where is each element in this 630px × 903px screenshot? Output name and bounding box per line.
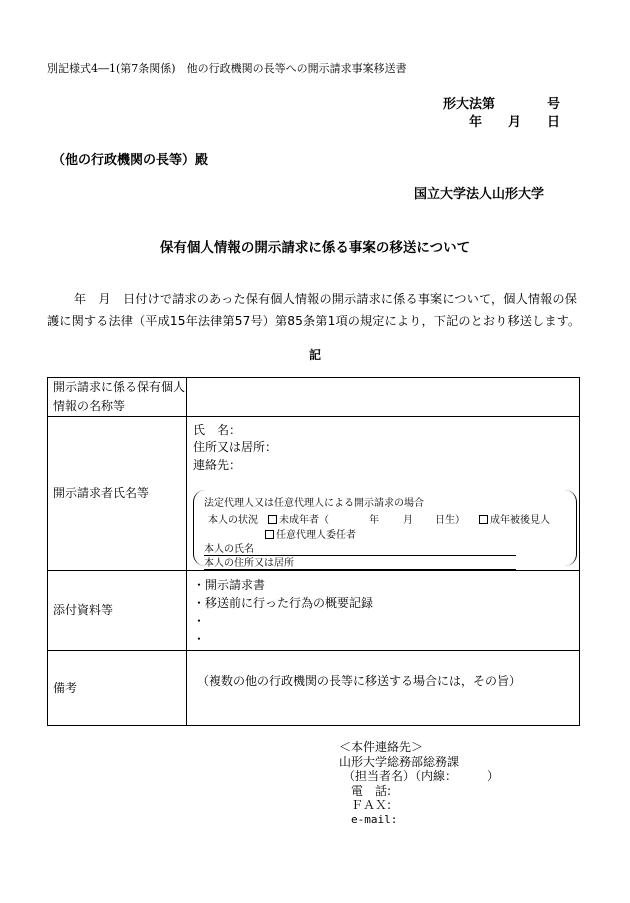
contact-fax: ＦＡＸ: bbox=[351, 798, 392, 812]
table-row-remarks bbox=[48, 651, 580, 726]
document-number: 形大法第 号 bbox=[442, 97, 560, 112]
contact-tel: 電 話: bbox=[351, 783, 392, 798]
contact-email: e-mail: bbox=[351, 812, 398, 826]
contact-heading: ＜本件連絡先＞ bbox=[339, 740, 424, 754]
voluntary-agent-row bbox=[265, 526, 356, 541]
field-requester[interactable] bbox=[187, 417, 580, 571]
ki-heading: 記 bbox=[308, 348, 321, 362]
status-label: 本人の状況 bbox=[208, 515, 258, 526]
table-row-attachments bbox=[48, 571, 580, 651]
label-requester: 開示請求者氏名等 bbox=[48, 417, 187, 571]
attachment-item: ・開示請求書 bbox=[193, 578, 266, 592]
voluntary-agent-label: 任意代理人委任者 bbox=[276, 530, 356, 541]
requester-name: 氏 名： bbox=[193, 423, 242, 437]
checkbox-minor[interactable] bbox=[268, 515, 277, 524]
sender: 国立大学法人山形大学 bbox=[413, 187, 544, 202]
field-remarks[interactable] bbox=[187, 651, 580, 726]
birth-year: 年 bbox=[369, 515, 379, 526]
body-paragraph: 年 月 日付けで請求のあった保有個人情報の開示請求に係る事案について，個人情報の保護に関する法律（平成15年法律第57号）第85条第1項の規定により，下記のとおり移送します。 bbox=[47, 292, 581, 328]
principal-address-label: 本人の住所又は居所 bbox=[204, 558, 294, 569]
document-title: 保有個人情報の開示請求に係る事案の移送について bbox=[159, 240, 471, 256]
table-row-requester bbox=[48, 417, 580, 571]
proxy-section bbox=[193, 490, 577, 569]
principal-name-label: 本人の氏名 bbox=[204, 544, 254, 555]
birth-day: 日生） bbox=[435, 515, 465, 526]
contact-department: 山形大学総務部総務課 bbox=[339, 754, 460, 769]
checkbox-adult-guardian[interactable] bbox=[479, 515, 488, 524]
contact-block bbox=[339, 740, 499, 827]
form-reference: 別記様式4―1(第7条関係) 他の行政機関の長等への開示請求事案移送書 bbox=[47, 62, 407, 75]
requester-address: 住所又は居所： bbox=[193, 440, 278, 454]
addressee: （他の行政機関の長等）殿 bbox=[52, 153, 209, 168]
remarks-note: （複数の他の行政機関の長等に移送する場合には，その旨） bbox=[197, 674, 522, 688]
label-remarks: 備考 bbox=[48, 651, 187, 726]
requester-contact: 連絡先： bbox=[193, 458, 242, 472]
field-info-name[interactable] bbox=[187, 378, 580, 417]
checkbox-voluntary-agent[interactable] bbox=[265, 530, 274, 539]
birth-month: 月 bbox=[403, 515, 413, 526]
label-info-name: 開示請求に係る保有個人情報の名称等 bbox=[48, 378, 187, 417]
transfer-form-table bbox=[47, 377, 580, 726]
field-attachments[interactable] bbox=[187, 571, 580, 651]
document-date: 年 月 日 bbox=[468, 115, 560, 130]
attachment-item: ・ bbox=[193, 614, 206, 628]
adult-guardian-label: 成年被後見人 bbox=[490, 515, 550, 526]
attachment-item: ・ bbox=[193, 632, 206, 646]
principal-address-field[interactable] bbox=[204, 554, 516, 570]
label-attachments: 添付資料等 bbox=[48, 571, 187, 651]
minor-prefix: 未成年者（ bbox=[279, 515, 329, 526]
attachment-item: ・移送前に行った行為の概要記録 bbox=[193, 596, 374, 610]
table-row-info-name bbox=[48, 378, 580, 417]
status-row bbox=[208, 511, 550, 526]
contact-person: （担当者名）（内線： ） bbox=[343, 769, 500, 783]
proxy-heading: 法定代理人又は任意代理人による開示請求の場合 bbox=[204, 498, 424, 509]
